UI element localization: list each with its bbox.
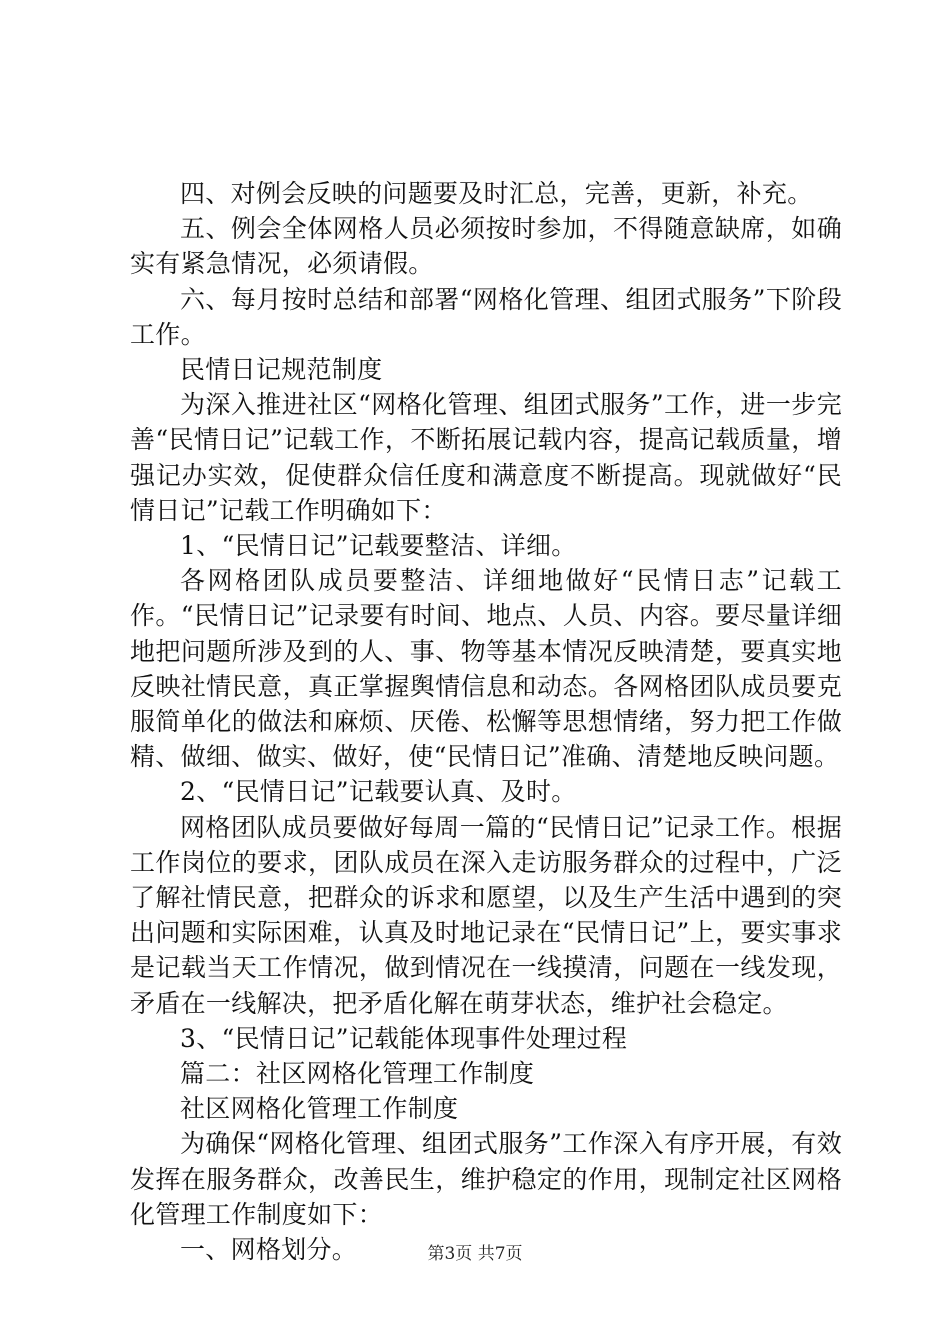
paragraph-meeting-item-4: 四、对例会反映的问题要及时汇总，完善，更新，补充。 bbox=[180, 179, 813, 208]
section-heading-grid-rules: 社区网格化管理工作制度 bbox=[180, 1094, 459, 1124]
section-heading-part-two: 篇二：社区网格化管理工作制度 bbox=[180, 1059, 535, 1089]
document-body bbox=[130, 176, 842, 1267]
page-footer: 第3页 共7页 bbox=[427, 1244, 523, 1264]
paragraph-diary-item-2-body: 网格团队成员要做好每周一篇的“民情日记”记录工作。根据工作岗位的要求，团队成员在深入走访服务群众的过程中，广泛了解社情民意，把群众的诉求和愿望，以及生产生活中遇到的突出问题和实际困难，认真及时地记录在“民情日记”上，要实事求是记载当天工作情况，做到情况在一线摸清，问题在一线发现，矛盾在一线解决，把矛盾化解在萌芽状态，维护社会稳定。 bbox=[130, 812, 842, 1018]
paragraph-diary-intro: 为深入推进社区“网格化管理、组团式服务”工作，进一步完善“民情日记”记载工作，不断拓展记载内容，提高记载质量，增强记办实效，促使群众信任度和满意度不断提高。现就做好“民情日记”记载工作明确如下： bbox=[130, 390, 842, 525]
paragraph-grid-intro: 为确保“网格化管理、组团式服务”工作深入有序开展，有效发挥在服务群众，改善民生，维护稳定的作用，现制定社区网格化管理工作制度如下： bbox=[130, 1129, 842, 1229]
paragraph-meeting-item-5: 五、例会全体网格人员必须按时参加，不得随意缺席，如确实有紧急情况，必须请假。 bbox=[130, 214, 842, 279]
paragraph-diary-item-1-body: 各网格团队成员要整洁、详细地做好“民情日志”记载工作。“民情日记”记录要有时间、地点、人员、内容。要尽量详细地把问题所涉及到的人、事、物等基本情况反映清楚，要真实地反映社情民意，真正掌握舆情信息和动态。各网格团队成员要克服简单化的做法和麻烦、厌倦、松懈等思想情绪，努力把工作做精、做细、做实、做好，使“民情日记”准确、清楚地反映问题。 bbox=[130, 566, 842, 772]
paragraph-diary-item-2-title: 2、“民情日记”记载要认真、及时。 bbox=[180, 777, 577, 807]
paragraph-diary-item-1-title: 1、“民情日记”记载要整洁、详细。 bbox=[180, 531, 577, 561]
section-heading-diary-rules: 民情日记规范制度 bbox=[180, 355, 383, 385]
paragraph-grid-item-1: 一、网格划分。 bbox=[180, 1235, 358, 1265]
paragraph-diary-item-3-title: 3、“民情日记”记载能体现事件处理过程 bbox=[180, 1023, 628, 1053]
paragraph-meeting-item-6: 六、每月按时总结和部署“网格化管理、组团式服务”下阶段工作。 bbox=[130, 284, 842, 349]
